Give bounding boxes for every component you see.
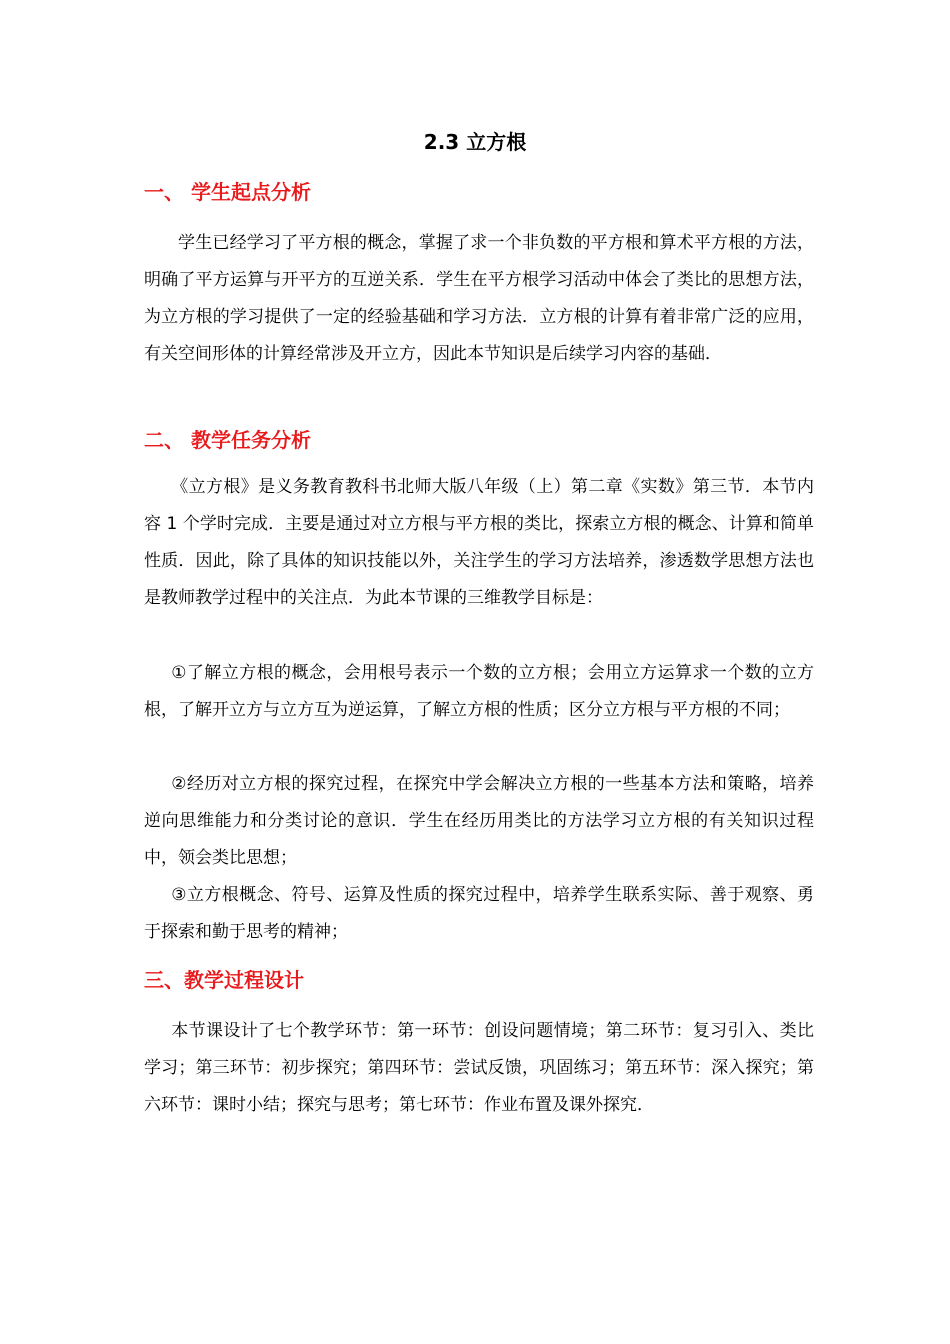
- goal-item-3: ③立方根概念、符号、运算及性质的探究过程中，培养学生联系实际、善于观察、勇于探索和勤于思考的精神；: [144, 885, 814, 942]
- goal-item-2: ②经历对立方根的探究过程，在探究中学会解决立方根的一些基本方法和策略，培养逆向思维能力和分类讨论的意识．学生在经历用类比的方法学习立方根的有关知识过程中，领会类比思想；: [144, 774, 814, 868]
- section-heading-student-analysis: 一、 学生起点分析: [144, 180, 311, 204]
- paragraph-task-analysis: 《立方根》是义务教育教科书北师大版八年级（上）第二章《实数》第三节．本节内容 1 个学时完成．主要是通过对立方根与平方根的类比，探索立方根的概念、计算和简单性质．因此，除了具体的知识技能以外，关注学生的学习方法培养，渗透数学思想方法也是教师教学过程中的关注点．为此本节课的三维教学目标是：: [144, 477, 814, 608]
- page-title: 2.3 立方根: [423, 130, 527, 154]
- paragraph-process-design: 本节课设计了七个教学环节：第一环节：创设问题情境；第二环节：复习引入、类比学习；第三环节：初步探究；第四环节：尝试反馈，巩固练习；第五环节：深入探究；第六环节：课时小结；探究与思考；第七环节：作业布置及课外探究．: [144, 1021, 814, 1115]
- section-heading-process-design: 三、教学过程设计: [144, 968, 304, 992]
- section-heading-task-analysis: 二、 教学任务分析: [144, 428, 311, 452]
- paragraph-student-analysis: 学生已经学习了平方根的概念，掌握了求一个非负数的平方根和算术平方根的方法，明确了平方运算与开平方的互逆关系．学生在平方根学习活动中体会了类比的思想方法，为立方根的学习提供了一定的经验基础和学习方法．立方根的计算有着非常广泛的应用，有关空间形体的计算经常涉及开立方，因此本节知识是后续学习内容的基础．: [144, 233, 814, 364]
- goal-item-1: ①了解立方根的概念，会用根号表示一个数的立方根；会用立方运算求一个数的立方根，了解开立方与立方互为逆运算，了解立方根的性质；区分立方根与平方根的不同；: [144, 663, 814, 720]
